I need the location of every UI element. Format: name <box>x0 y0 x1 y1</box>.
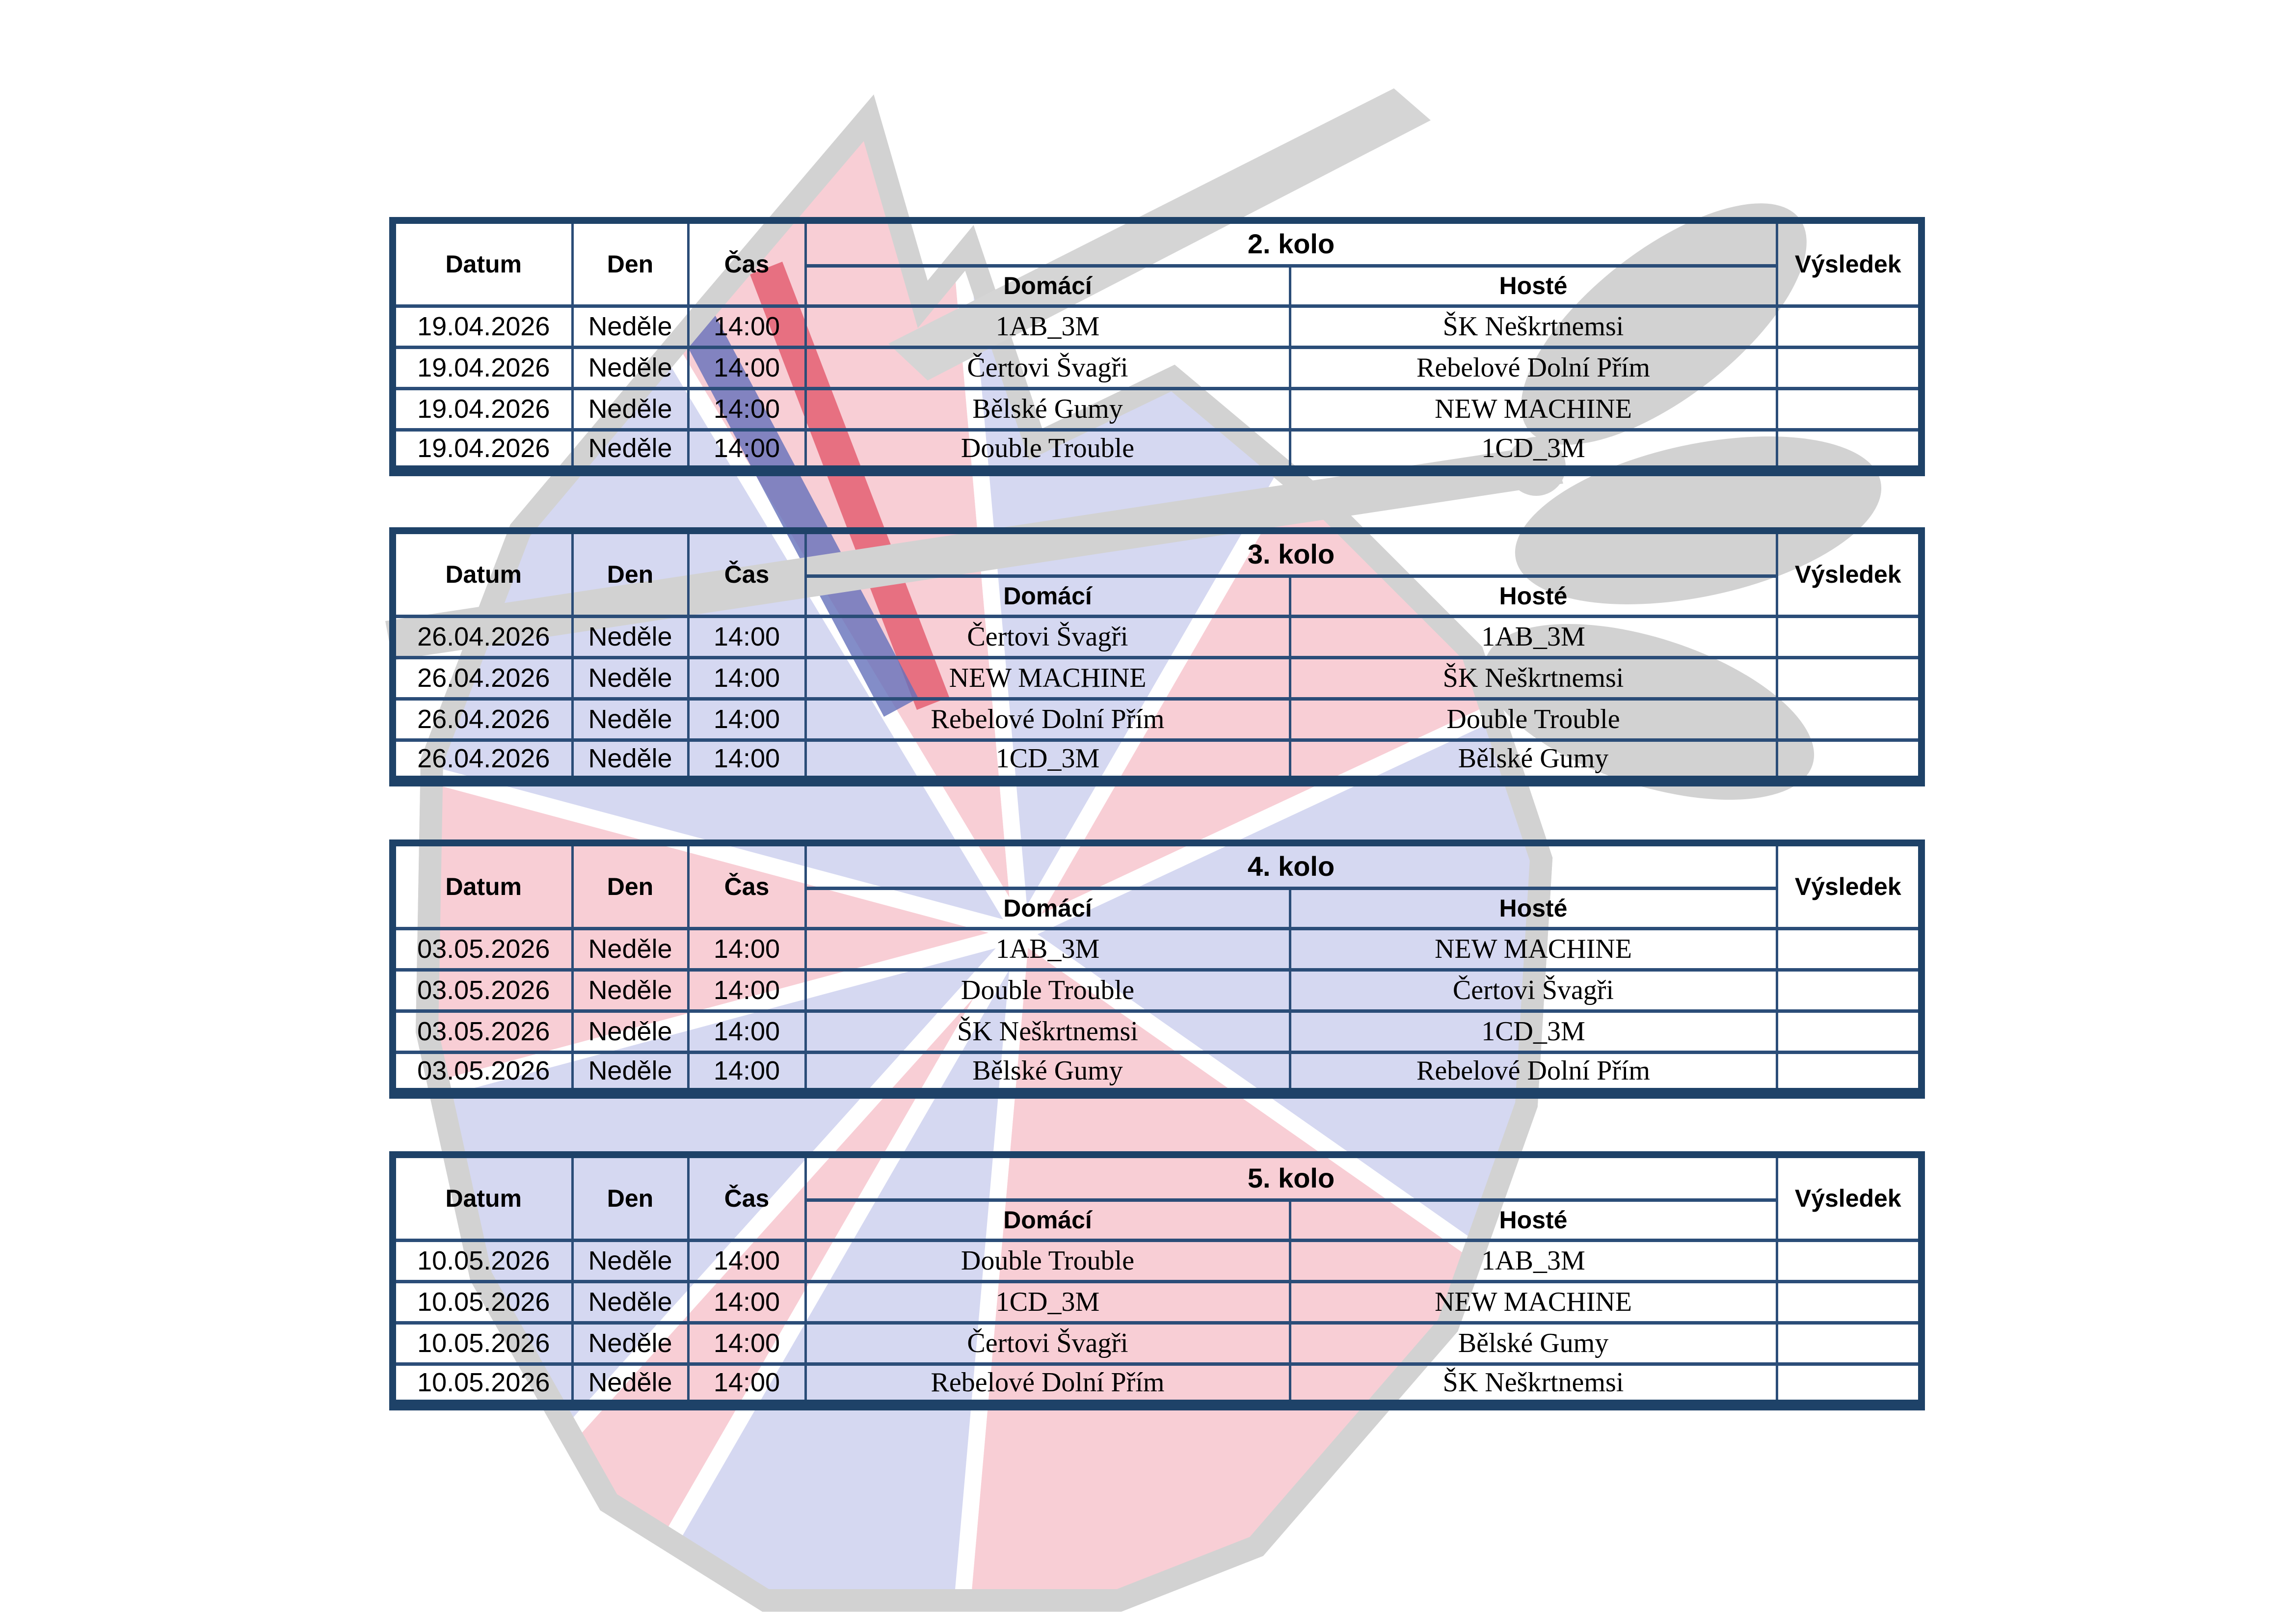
match-home-team: Čertovi Švagři <box>805 616 1290 657</box>
col-header-datum: Datum <box>393 220 572 306</box>
match-date: 26.04.2026 <box>393 699 572 740</box>
match-away-team: ŠK Neškrtnemsi <box>1290 1364 1777 1405</box>
match-day: Neděle <box>572 616 688 657</box>
match-away-team: NEW MACHINE <box>1290 1281 1777 1323</box>
match-date: 19.04.2026 <box>393 388 572 430</box>
match-result <box>1777 740 1922 781</box>
match-home-team: Rebelové Dolní Přím <box>805 1364 1290 1405</box>
match-away-team: ŠK Neškrtnemsi <box>1290 306 1777 347</box>
match-row <box>393 740 1922 781</box>
match-away-team: ŠK Neškrtnemsi <box>1290 657 1777 699</box>
match-away-team: 1AB_3M <box>1290 1240 1777 1281</box>
match-date: 03.05.2026 <box>393 970 572 1011</box>
match-row <box>393 430 1922 471</box>
match-home-team: Double Trouble <box>805 970 1290 1011</box>
match-day: Neděle <box>572 1240 688 1281</box>
col-header-den: Den <box>572 1155 688 1240</box>
match-row <box>393 388 1922 430</box>
match-away-team: Rebelové Dolní Přím <box>1290 1052 1777 1093</box>
match-time: 14:00 <box>688 1052 805 1093</box>
col-header-cas: Čas <box>688 843 805 928</box>
match-home-team: 1CD_3M <box>805 1281 1290 1323</box>
col-header-datum: Datum <box>393 531 572 616</box>
match-time: 14:00 <box>688 306 805 347</box>
match-home-team: 1AB_3M <box>805 306 1290 347</box>
col-header-domaci: Domácí <box>805 888 1290 928</box>
match-home-team: ŠK Neškrtnemsi <box>805 1011 1290 1052</box>
col-header-domaci: Domácí <box>805 1200 1290 1240</box>
match-date: 10.05.2026 <box>393 1364 572 1405</box>
round-table <box>389 217 1925 476</box>
col-header-domaci: Domácí <box>805 266 1290 306</box>
match-date: 19.04.2026 <box>393 430 572 471</box>
match-home-team: NEW MACHINE <box>805 657 1290 699</box>
round-table <box>389 1151 1925 1410</box>
match-away-team: 1CD_3M <box>1290 430 1777 471</box>
match-result <box>1777 1323 1922 1364</box>
match-row <box>393 1240 1922 1281</box>
match-day: Neděle <box>572 699 688 740</box>
match-day: Neděle <box>572 347 688 388</box>
match-away-team: 1CD_3M <box>1290 1011 1777 1052</box>
match-result <box>1777 306 1922 347</box>
round-title: 4. kolo <box>805 843 1777 888</box>
match-time: 14:00 <box>688 740 805 781</box>
match-result <box>1777 1364 1922 1405</box>
match-result <box>1777 699 1922 740</box>
round-title: 3. kolo <box>805 531 1777 576</box>
col-header-den: Den <box>572 220 688 306</box>
col-header-vysledek: Výsledek <box>1777 843 1922 928</box>
match-result <box>1777 1281 1922 1323</box>
match-day: Neděle <box>572 1323 688 1364</box>
match-away-team: NEW MACHINE <box>1290 388 1777 430</box>
match-away-team: Bělské Gumy <box>1290 740 1777 781</box>
match-date: 26.04.2026 <box>393 616 572 657</box>
match-result <box>1777 430 1922 471</box>
match-date: 26.04.2026 <box>393 740 572 781</box>
match-date: 03.05.2026 <box>393 928 572 970</box>
match-day: Neděle <box>572 928 688 970</box>
match-row <box>393 1052 1922 1093</box>
col-header-datum: Datum <box>393 1155 572 1240</box>
match-time: 14:00 <box>688 1364 805 1405</box>
match-day: Neděle <box>572 1281 688 1323</box>
match-time: 14:00 <box>688 430 805 471</box>
col-header-den: Den <box>572 531 688 616</box>
match-time: 14:00 <box>688 1011 805 1052</box>
match-day: Neděle <box>572 388 688 430</box>
match-date: 26.04.2026 <box>393 657 572 699</box>
match-home-team: Double Trouble <box>805 1240 1290 1281</box>
match-row <box>393 616 1922 657</box>
match-home-team: Čertovi Švagři <box>805 347 1290 388</box>
match-day: Neděle <box>572 306 688 347</box>
match-row <box>393 1281 1922 1323</box>
match-date: 03.05.2026 <box>393 1052 572 1093</box>
match-result <box>1777 388 1922 430</box>
match-date: 10.05.2026 <box>393 1281 572 1323</box>
match-result <box>1777 1011 1922 1052</box>
match-result <box>1777 1052 1922 1093</box>
match-day: Neděle <box>572 657 688 699</box>
match-date: 10.05.2026 <box>393 1323 572 1364</box>
match-day: Neděle <box>572 970 688 1011</box>
match-day: Neděle <box>572 1052 688 1093</box>
match-row <box>393 306 1922 347</box>
col-header-hoste: Hosté <box>1290 576 1777 616</box>
round-table <box>389 839 1925 1099</box>
match-away-team: Rebelové Dolní Přím <box>1290 347 1777 388</box>
match-time: 14:00 <box>688 699 805 740</box>
match-result <box>1777 1240 1922 1281</box>
col-header-den: Den <box>572 843 688 928</box>
match-day: Neděle <box>572 1011 688 1052</box>
match-row <box>393 928 1922 970</box>
match-away-team: Double Trouble <box>1290 699 1777 740</box>
col-header-hoste: Hosté <box>1290 888 1777 928</box>
match-date: 10.05.2026 <box>393 1240 572 1281</box>
col-header-cas: Čas <box>688 1155 805 1240</box>
match-result <box>1777 928 1922 970</box>
match-row <box>393 347 1922 388</box>
col-header-hoste: Hosté <box>1290 1200 1777 1240</box>
match-row <box>393 657 1922 699</box>
match-row <box>393 1323 1922 1364</box>
match-time: 14:00 <box>688 1323 805 1364</box>
match-result <box>1777 616 1922 657</box>
match-row <box>393 1011 1922 1052</box>
match-time: 14:00 <box>688 347 805 388</box>
match-result <box>1777 970 1922 1011</box>
match-away-team: NEW MACHINE <box>1290 928 1777 970</box>
match-time: 14:00 <box>688 970 805 1011</box>
match-time: 14:00 <box>688 1240 805 1281</box>
round-title: 5. kolo <box>805 1155 1777 1200</box>
match-row <box>393 970 1922 1011</box>
match-home-team: Čertovi Švagři <box>805 1323 1290 1364</box>
match-time: 14:00 <box>688 388 805 430</box>
col-header-vysledek: Výsledek <box>1777 531 1922 616</box>
round-title: 2. kolo <box>805 220 1777 266</box>
match-away-team: Bělské Gumy <box>1290 1323 1777 1364</box>
match-home-team: 1CD_3M <box>805 740 1290 781</box>
col-header-hoste: Hosté <box>1290 266 1777 306</box>
match-home-team: Rebelové Dolní Přím <box>805 699 1290 740</box>
match-time: 14:00 <box>688 1281 805 1323</box>
match-home-team: 1AB_3M <box>805 928 1290 970</box>
match-time: 14:00 <box>688 928 805 970</box>
match-day: Neděle <box>572 740 688 781</box>
match-date: 03.05.2026 <box>393 1011 572 1052</box>
match-row <box>393 699 1922 740</box>
match-date: 19.04.2026 <box>393 306 572 347</box>
match-row <box>393 1364 1922 1405</box>
col-header-datum: Datum <box>393 843 572 928</box>
match-away-team: Čertovi Švagři <box>1290 970 1777 1011</box>
match-day: Neděle <box>572 1364 688 1405</box>
col-header-cas: Čas <box>688 531 805 616</box>
col-header-cas: Čas <box>688 220 805 306</box>
round-table <box>389 527 1925 786</box>
match-away-team: 1AB_3M <box>1290 616 1777 657</box>
match-home-team: Bělské Gumy <box>805 388 1290 430</box>
match-result <box>1777 347 1922 388</box>
col-header-domaci: Domácí <box>805 576 1290 616</box>
match-home-team: Bělské Gumy <box>805 1052 1290 1093</box>
match-time: 14:00 <box>688 657 805 699</box>
match-day: Neděle <box>572 430 688 471</box>
match-home-team: Double Trouble <box>805 430 1290 471</box>
col-header-vysledek: Výsledek <box>1777 1155 1922 1240</box>
match-result <box>1777 657 1922 699</box>
match-time: 14:00 <box>688 616 805 657</box>
match-date: 19.04.2026 <box>393 347 572 388</box>
col-header-vysledek: Výsledek <box>1777 220 1922 306</box>
